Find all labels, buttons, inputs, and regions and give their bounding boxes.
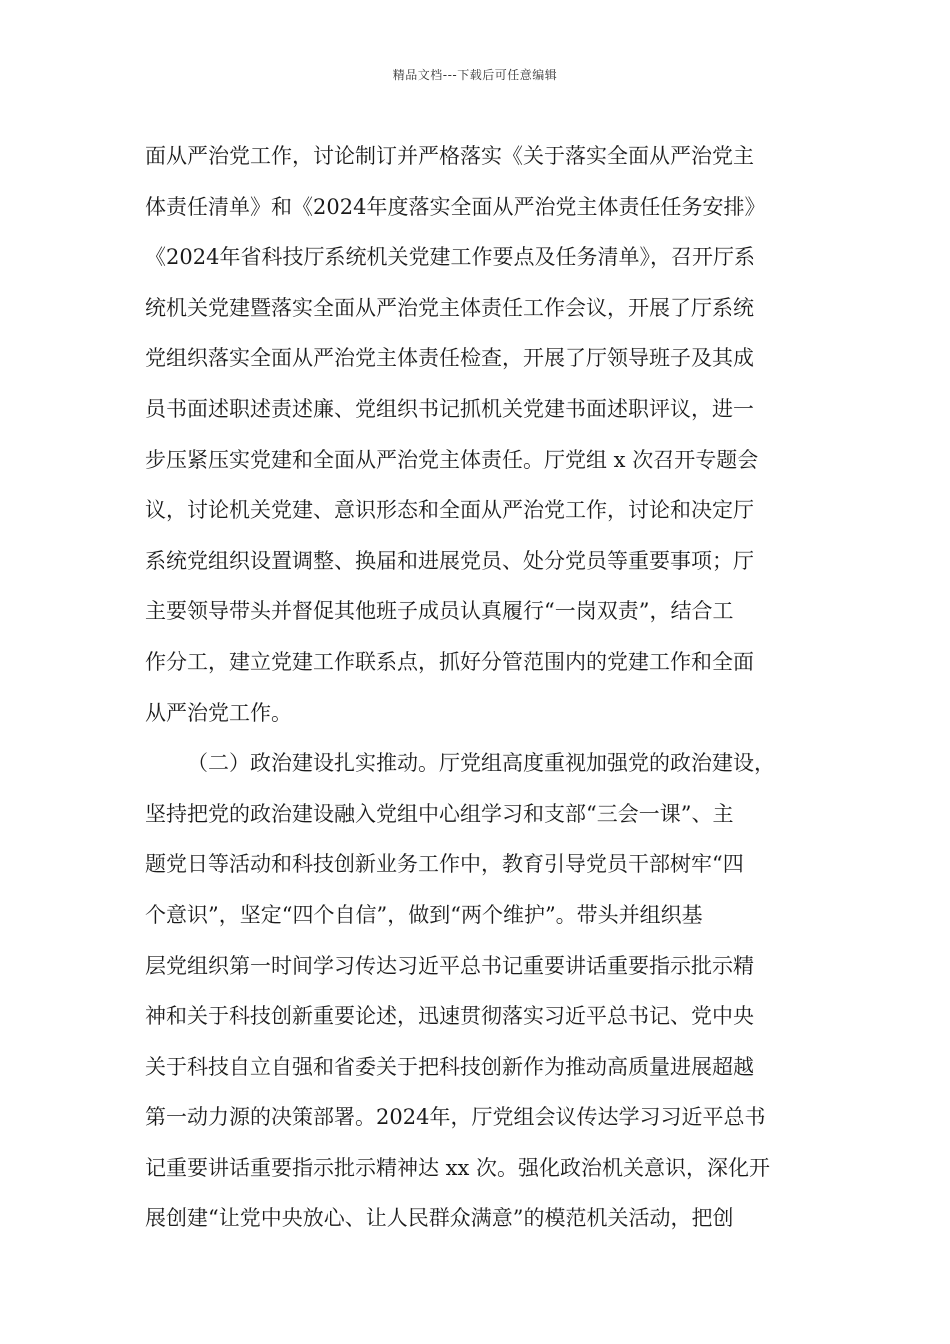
paragraph-2 <box>145 738 835 1244</box>
text-line: 坚持把党的政治建设融入党组中心组学习和支部“三会一课”、主 <box>145 801 734 826</box>
text-line: 作分工，建立党建工作联系点，抓好分管范围内的党建工作和全面 <box>145 649 754 674</box>
text-line: 记重要讲话重要指示批示精神达 xx 次。强化政治机关意识，深化开 <box>145 1155 771 1180</box>
text-line: 党组织落实全面从严治党主体责任检查，开展了厅领导班子及其成 <box>145 346 754 371</box>
text-line: （二）政治建设扎实推动。厅党组高度重视加强党的政治建设， <box>187 751 775 776</box>
text-line: 层党组织第一时间学习传达习近平总书记重要讲话重要指示批示精 <box>145 953 754 978</box>
text-line: 体责任清单》和《2024年度落实全面从严治党主体责任任务安排》 <box>145 194 766 219</box>
document-body <box>145 131 835 1244</box>
text-line: 员书面述职述责述廉、党组织书记抓机关党建书面述职评议，进一 <box>145 396 754 421</box>
text-line: 关于科技自立自强和省委关于把科技创新作为推动高质量进展超越 <box>145 1054 754 1079</box>
text-line: 第一动力源的决策部署。2024年，厅党组会议传达学习习近平总书 <box>145 1105 766 1130</box>
paragraph-1 <box>145 131 835 738</box>
text-line: 步压紧压实党建和全面从严治党主体责任。厅党组 x 次召开专题会 <box>145 447 759 472</box>
text-line: 主要领导带头并督促其他班子成员认真履行“一岗双责”，结合工 <box>145 599 734 624</box>
text-line: 系统党组织设置调整、换届和进展党员、处分党员等重要事项；厅 <box>145 548 754 573</box>
text-line: 议，讨论机关党建、意识形态和全面从严治党工作，讨论和决定厅 <box>145 498 754 523</box>
page-header: 精品文档---下载后可任意编辑 <box>392 68 558 82</box>
text-line: 从严治党工作。 <box>145 700 292 725</box>
text-line: 神和关于科技创新重要论述，迅速贯彻落实习近平总书记、党中央 <box>145 1004 754 1029</box>
text-line: 面从严治党工作，讨论制订并严格落实《关于落实全面从严治党主 <box>145 144 754 168</box>
text-line: 个意识”，坚定“四个自信”，做到“两个维护”。带头并组织基 <box>145 902 703 927</box>
text-line: 题党日等活动和科技创新业务工作中，教育引导党员干部树牢“四 <box>145 852 744 877</box>
text-line: 展创建“让党中央放心、让人民群众满意”的模范机关活动，把创 <box>145 1206 734 1231</box>
text-line: 统机关党建暨落实全面从严治党主体责任工作会议，开展了厅系统 <box>145 295 754 320</box>
text-line: 《2024年省科技厅系统机关党建工作要点及任务清单》，召开厅系 <box>145 245 755 270</box>
